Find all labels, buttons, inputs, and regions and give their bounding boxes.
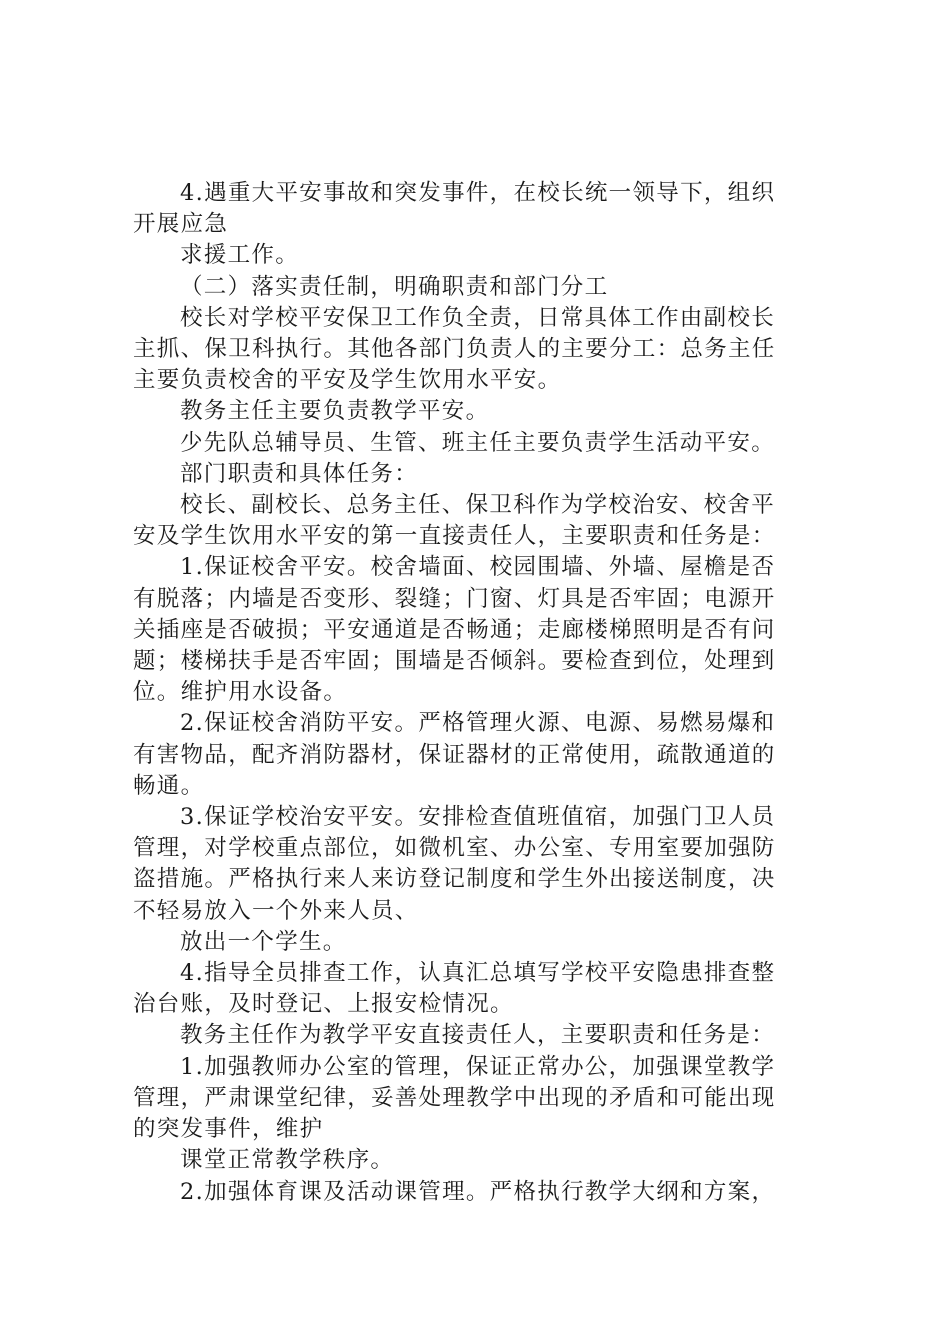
- text-line: 2.保证校舍消防平安。严格管理火源、电源、易燃易爆和: [180, 710, 776, 737]
- text-line: 治台账，及时登记、上报安检情况。: [133, 991, 514, 1018]
- text-line: 管理，对学校重点部位，如微机室、办公室、专用室要加强防: [133, 835, 776, 862]
- text-line: 4.遇重大平安事故和突发事件，在校长统一领导下，组织: [180, 180, 776, 206]
- document-body: [133, 178, 821, 1208]
- text-line: 不轻易放入一个外来人员、: [133, 897, 419, 924]
- text-line: 放出一个学生。: [180, 928, 347, 955]
- text-line: 主要负责校舍的平安及学生饮用水平安。: [133, 367, 562, 394]
- text-line: 教务主任主要负责教学平安。: [180, 398, 490, 425]
- text-line: 3.保证学校治安平安。安排检查值班值宿，加强门卫人员: [180, 804, 776, 831]
- text-line: 校长、副校长、总务主任、保卫科作为学校治安、校舍平: [180, 492, 776, 519]
- text-line: 1.保证校舍平安。校舍墙面、校园围墙、外墙、屋檐是否: [180, 554, 776, 581]
- text-line: 安及学生饮用水平安的第一直接责任人，主要职责和任务是：: [133, 523, 776, 550]
- text-line: 有脱落；内墙是否变形、裂缝；门窗、灯具是否牢固；电源开: [133, 585, 776, 612]
- text-line: 少先队总辅导员、生管、班主任主要负责学生活动平安。: [180, 429, 776, 456]
- text-line: 关插座是否破损；平安通道是否畅通；走廊楼梯照明是否有问: [133, 616, 776, 643]
- text-line: 2.加强体育课及活动课管理。严格执行教学大纲和方案，: [180, 1178, 776, 1205]
- text-line: 校长对学校平安保卫工作负全责，日常具体工作由副校长: [180, 304, 776, 331]
- text-line: 位。维护用水设备。: [133, 679, 348, 706]
- text-line: 求援工作。: [180, 242, 300, 269]
- text-line: 4.指导全员排查工作，认真汇总填写学校平安隐患排查整: [180, 960, 776, 987]
- section-heading: （二）落实责任制，明确职责和部门分工: [180, 273, 609, 300]
- text-line: 课堂正常教学秩序。: [180, 1147, 395, 1174]
- text-line: 部门职责和具体任务：: [180, 460, 419, 487]
- text-line: 教务主任作为教学平安直接责任人，主要职责和任务是：: [180, 1022, 776, 1049]
- text-line: 的突发事件，维护: [133, 1116, 324, 1143]
- text-line: 有害物品，配齐消防器材，保证器材的正常使用，疏散通道的: [133, 741, 776, 768]
- text-line: 畅通。: [133, 772, 205, 799]
- text-line: 盗措施。严格执行来人来访登记制度和学生外出接送制度，决: [133, 866, 776, 893]
- text-line: 主抓、保卫科执行。其他各部门负责人的主要分工：总务主任: [133, 336, 776, 363]
- text-line: 开展应急: [133, 211, 229, 238]
- text-line: 1.加强教师办公室的管理，保证正常办公，加强课堂教学: [180, 1053, 776, 1080]
- text-line: 管理，严肃课堂纪律，妥善处理教学中出现的矛盾和可能出现: [133, 1084, 776, 1111]
- text-line: 题；楼梯扶手是否牢固；围墙是否倾斜。要检查到位，处理到: [133, 648, 776, 675]
